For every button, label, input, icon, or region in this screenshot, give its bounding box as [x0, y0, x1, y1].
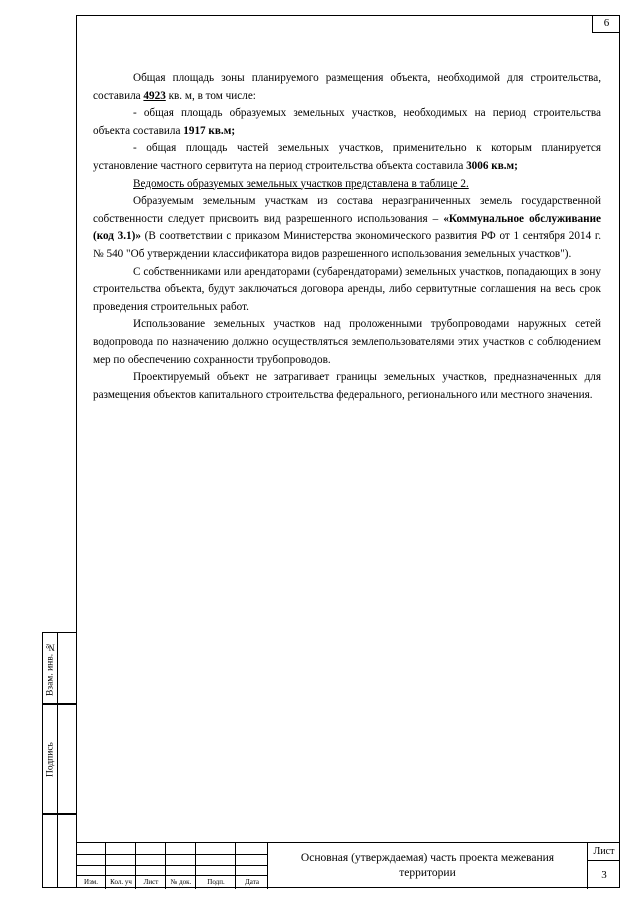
paragraph-servitude: - общая площадь частей земельных участков, применительно к которым планируется установление частного сервитута на период строительства объекта составила 3006 кв.м;	[93, 142, 601, 172]
side-label-sign: Подпись	[45, 742, 56, 778]
paragraph-pipelines: Использование земельных участков над проложенными трубопроводами наружных сетей водопровода по назначению должно осуществляться землепользователями этих участков с соблюдением мер по обеспечению сохранности трубопроводов.	[93, 318, 601, 366]
paragraph-table-ref: Ведомость образуемых земельных участков представлена в таблице 2.	[133, 177, 469, 190]
paragraph-usage-type: Образуемым земельным участкам из состава неразграниченных земель государственной собственности следует присвоить вид разрешенного использования – «Коммунальное обслуживание (код 3.1)» (В соответствии с приказом Министерства экономического развития РФ от 1 сентября 2014 г. № 540 "Об утверждении классификатора видов разрешенного использования земельных участков").	[93, 195, 601, 260]
document-body	[93, 70, 601, 404]
revision-cells	[76, 843, 268, 889]
paragraph-owners: С собственниками или арендаторами (субарендаторами) земельных участков, попадающих в зону строительства объекта, будут заключаться договора аренды, либо сервитутные соглашения на весь срок проведения строительных работ.	[93, 265, 601, 313]
paragraph-boundaries: Проектируемый объект не затрагивает границы земельных участков, предназначенных для размещения объектов капитального строительства федерального, регионального или местного значения.	[93, 371, 601, 401]
sheet-number: 3	[601, 869, 607, 881]
side-stamp-inv	[42, 632, 76, 704]
side-stamp-sign	[42, 704, 76, 814]
header-date: Дата	[245, 878, 259, 886]
paragraph-formed-plots: - общая площадь образуемых земельных участков, необходимых на период строительства объекта составила 1917 кв.м;	[93, 107, 601, 137]
header-kol-uch: Кол. уч	[110, 878, 132, 886]
title-block	[76, 842, 620, 888]
side-stamp-blank	[42, 814, 76, 888]
side-label-inv: Взам. инв. №	[45, 641, 56, 697]
page-number: 6	[592, 15, 620, 33]
header-izm: Изм.	[84, 878, 98, 886]
paragraph-total-area: Общая площадь зоны планируемого размещения объекта, необходимой для строительства, составила 4923 кв. м, в том числе:	[93, 72, 601, 102]
document-title: Основная (утверждаемая) часть проекта межевания территории	[268, 843, 588, 889]
header-doc-no: № док.	[170, 878, 192, 886]
header-sign: Подп.	[207, 878, 225, 886]
sheet-label: Лист	[588, 843, 620, 861]
header-list: Лист	[143, 878, 159, 886]
